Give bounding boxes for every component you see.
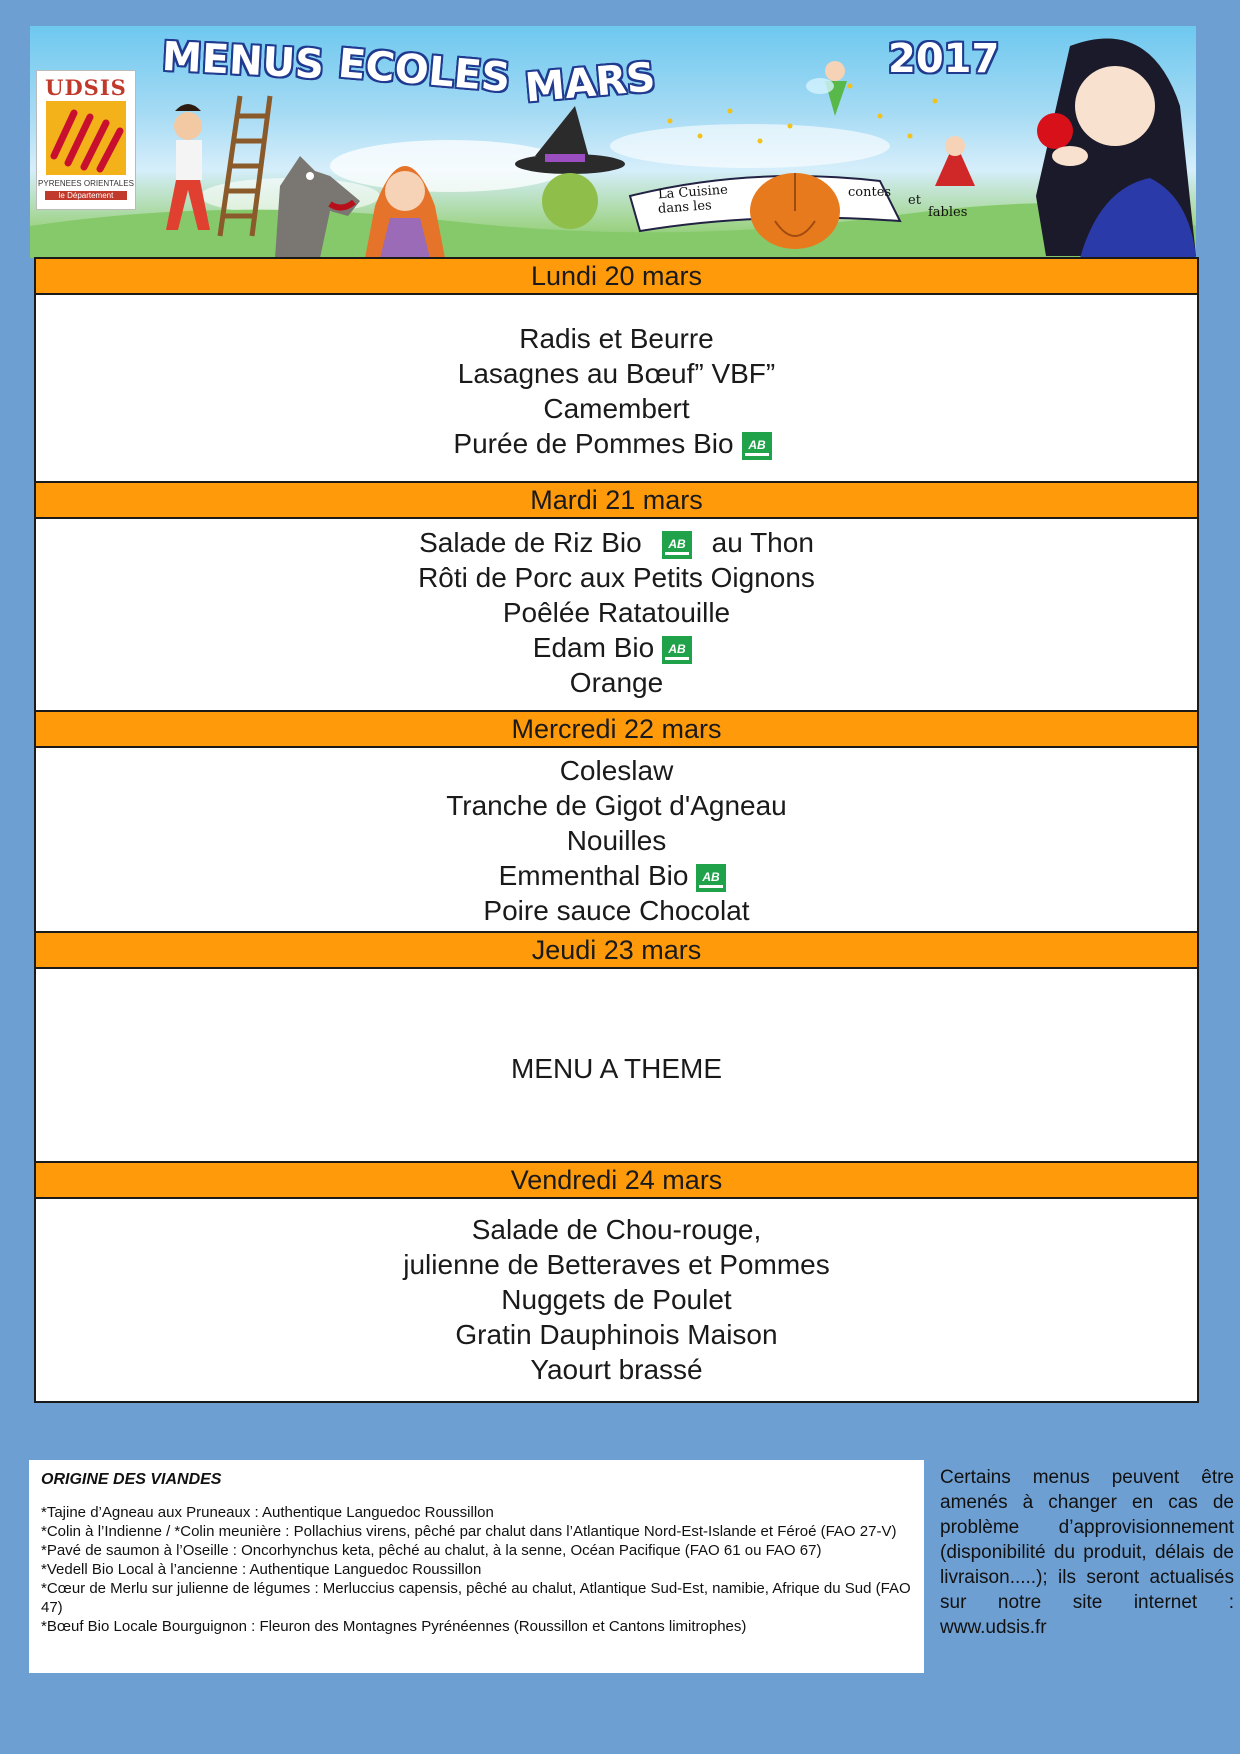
meat-origin-title: ORIGINE DES VIANDES xyxy=(41,1471,222,1488)
title-word-mars: MARS xyxy=(523,54,658,112)
menu-item-text: Purée de Pommes Bio xyxy=(453,428,734,459)
meat-origin-box xyxy=(29,1460,924,1673)
organic-ab-icon xyxy=(662,636,692,664)
svg-text:AB: AB xyxy=(667,536,686,551)
menu-item: Coleslaw xyxy=(559,755,674,786)
menu-item: Orange xyxy=(569,667,664,698)
logo-department: le Département xyxy=(45,191,127,200)
menu-item: Rôti de Porc aux Petits Oignons xyxy=(418,562,815,593)
day-menu-mardi xyxy=(36,519,1197,712)
meat-origin-line: *Pavé de saumon à l’Oseille : Oncorhynchus keta, pêché au chalut, à la senne, Océan Pacifique (FAO 61 ou FAO 67) xyxy=(41,1542,822,1559)
sign-text-et: et xyxy=(908,193,921,208)
organic-ab-icon xyxy=(662,531,692,559)
day-header-lundi: Lundi 20 mars xyxy=(36,259,1197,295)
menu-item: Salade de Chou-rouge, xyxy=(471,1214,762,1245)
menu-item: Tranche de Gigot d'Agneau xyxy=(446,790,787,821)
meat-origin-line: *Tajine d’Agneau aux Pruneaux : Authentique Languedoc Roussillon xyxy=(41,1504,494,1521)
theme-menu-label: MENU A THEME xyxy=(510,1053,723,1084)
sign-text-fables: fables xyxy=(928,205,968,220)
day-menu-jeudi xyxy=(36,969,1197,1163)
day-menu-lundi xyxy=(36,295,1197,483)
sign-text-dans-les: dans les xyxy=(657,198,713,217)
menu-item: Nuggets de Poulet xyxy=(501,1284,732,1315)
day-header-mercredi: Mercredi 22 mars xyxy=(36,712,1197,748)
title-word-menus: MENUS xyxy=(160,33,325,89)
svg-text:AB: AB xyxy=(702,869,721,884)
weekly-menu xyxy=(34,257,1199,1403)
menu-item: Yaourt brassé xyxy=(530,1354,703,1385)
meat-origin-line: *Vedell Bio Local à l’ancienne : Authentique Languedoc Roussillon xyxy=(41,1561,482,1578)
menu-item: Camembert xyxy=(543,393,690,424)
meat-origin-line: *Colin à l’Indienne / *Colin meunière : Pollachius virens, pêché par chalut dans l’Atlantique Nord-Est-Islande et Féroé (FAO 27-V) xyxy=(41,1523,897,1540)
menu-item: Poire sauce Chocolat xyxy=(483,895,750,926)
svg-text:AB: AB xyxy=(747,437,766,452)
menu-item xyxy=(36,426,1197,461)
menu-item xyxy=(36,525,1197,560)
menu-item-text: Salade de Riz Bio xyxy=(419,527,642,558)
menu-item xyxy=(36,858,1197,893)
day-menu-vendredi xyxy=(36,1199,1197,1401)
menu-item: julienne de Betteraves et Pommes xyxy=(403,1249,830,1280)
udsis-logo xyxy=(36,70,136,210)
menu-item-text: Edam Bio xyxy=(532,632,655,663)
sign-text-contes: contes xyxy=(848,185,892,200)
menu-item xyxy=(36,630,1197,665)
menu-item: Gratin Dauphinois Maison xyxy=(455,1319,778,1350)
meat-origin-line: *Cœur de Merlu sur julienne de légumes : Merluccius capensis, pêché au chalut, Atlantique Sud-Est, namibie, Afrique du Sud (FAO 47) xyxy=(41,1580,911,1616)
sign-text-la-cuisine: La Cuisine xyxy=(657,182,729,203)
day-header-mardi: Mardi 21 mars xyxy=(36,483,1197,519)
menu-item: Nouilles xyxy=(566,825,667,856)
menu-change-notice: Certains menus peuvent être amenés à changer en cas de problème d’approvisionnement (disponibilité du produit, délais de livraison.....); ils seront actualisés sur notre site internet : www.udsis.fr xyxy=(940,1467,1234,1638)
menu-item-text: Emmenthal Bio xyxy=(498,860,689,891)
day-menu-mercredi xyxy=(36,748,1197,933)
organic-ab-icon xyxy=(696,864,726,892)
title-year: 2017 xyxy=(888,36,1000,82)
menu-item: Radis et Beurre xyxy=(519,323,714,354)
menu-item-suffix: au Thon xyxy=(711,527,814,558)
menu-item: Lasagnes au Bœuf” VBF” xyxy=(457,358,776,389)
day-header-jeudi: Jeudi 23 mars xyxy=(36,933,1197,969)
header-banner xyxy=(30,26,1196,258)
title-word-ecoles: ECOLES xyxy=(336,40,512,102)
logo-name: UDSIS xyxy=(45,75,127,100)
day-header-vendredi: Vendredi 24 mars xyxy=(36,1163,1197,1199)
svg-text:AB: AB xyxy=(668,641,686,656)
meat-origin-line: *Bœuf Bio Locale Bourguignon : Fleuron des Montagnes Pyrénéennes (Roussillon et Cantons limitrophes) xyxy=(41,1618,747,1635)
logo-subtitle: PYRENEES ORIENTALES xyxy=(38,179,134,188)
organic-ab-icon xyxy=(742,432,772,460)
catalan-flag-icon xyxy=(46,101,126,175)
menu-item: Poêlée Ratatouille xyxy=(502,597,731,628)
